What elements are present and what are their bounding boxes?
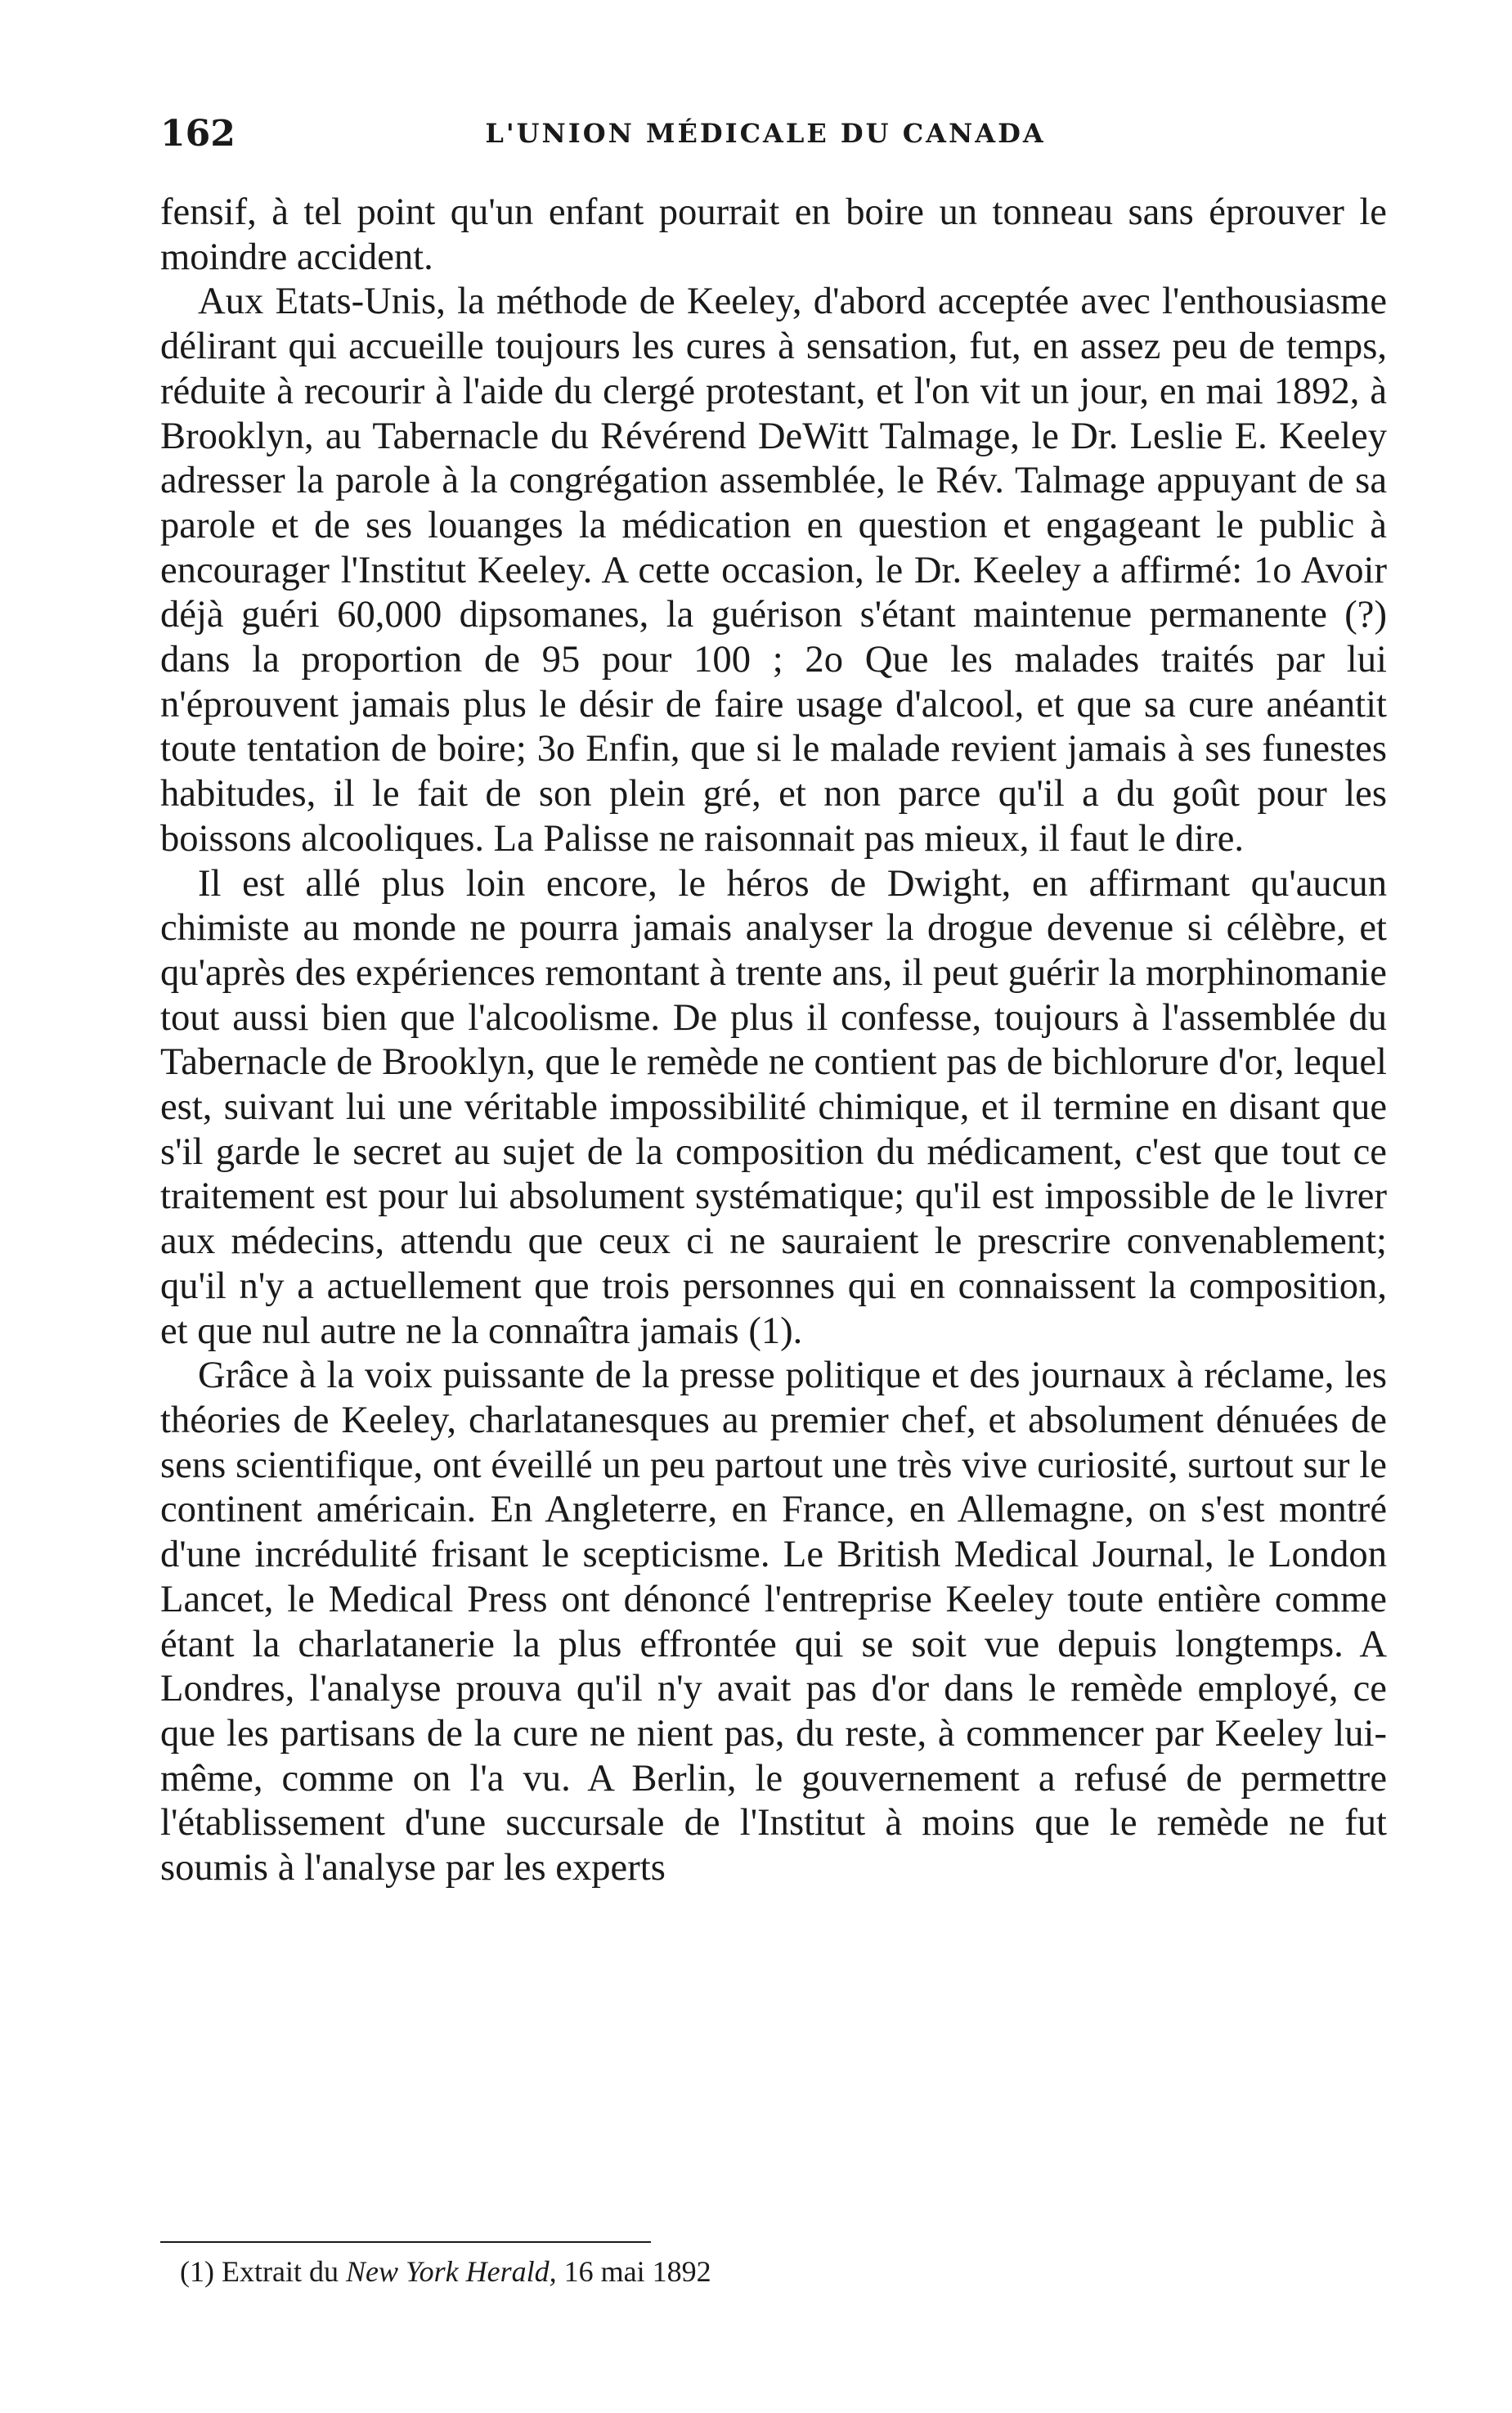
- page-number: 162: [160, 113, 236, 155]
- footnote-source: New York Herald,: [345, 2255, 557, 2288]
- footnote-prefix: Extrait du: [213, 2255, 346, 2288]
- footnote: [180, 2253, 1325, 2289]
- footnote-divider: [160, 2241, 651, 2243]
- running-title: L'UNION MÉDICALE DU CANADA: [485, 118, 1046, 149]
- footnote-date: 16 mai 1892: [556, 2255, 711, 2288]
- page-header: [160, 113, 1371, 162]
- paragraph-press-reaction: Grâce à la voix puissante de la presse politique et des journaux à réclame, les théories de Keeley, charlatanesques au premier chef, et absolument dénuées de sens scientifique, ont éveillé un peu partout une très vive curiosité, surtout sur le continent américain. En Angleterre, en France, en Allemagne, on s'est montré d'une incrédulité frisant le scepticisme. Le British Medical Journal, le London Lancet, le Medical Press ont dénoncé l'entreprise Keeley toute entière comme étant la charlatanerie la plus effrontée qui se soit vue depuis longtemps. A Londres, l'analyse prouva qu'il n'y avait pas d'or dans le remède employé, ce que les partisans de la cure ne nient pas, du reste, à commencer par Keeley lui-même, comme on l'a vu. A Berlin, le gouvernement a refusé de permettre l'établissement d'une succursale de l'Institut à moins que le remède ne fut soumis à l'analyse par les experts: [160, 1354, 1387, 1890]
- footnote-marker: (1): [180, 2255, 214, 2288]
- paragraph-dwight-hero: Il est allé plus loin encore, le héros de Dwight, en affirmant qu'aucun chimiste au monde ne pourra jamais analyser la drogue devenue si célèbre, et qu'après des expériences remontant à trente ans, il peut guérir la morphinomanie tout aussi bien que l'alcoolisme. De plus il confesse, toujours à l'assemblée du Tabernacle de Brooklyn, que le remède ne contient pas de bichlorure d'or, lequel est, suivant lui une véritable impossibilité chimique, et il termine en disant que s'il garde le secret au sujet de la composition du médicament, c'est que tout ce traitement est pour lui absolument systématique; qu'il est impossible de le livrer aux médecins, attendu que ceux ci ne sauraient le prescrire convenablement; qu'il n'y a actuellement que trois personnes qui en connaissent la composition, et que nul autre ne la connaîtra jamais (1).: [160, 861, 1387, 1352]
- paragraph-keeley-method: Aux Etats-Unis, la méthode de Keeley, d'abord acceptée avec l'enthousiasme délirant qui accueille toujours les cures à sensation, fut, en assez peu de temps, réduite à recourir à l'aide du clergé protestant, et l'on vit un jour, en mai 1892, à Brooklyn, au Tabernacle du Révérend DeWitt Talmage, le Dr. Leslie E. Keeley adresser la parole à la congrégation assemblée, le Rév. Talmage appuyant de sa parole et de ses louanges la médication en question et engageant le public à encourager l'Institut Keeley. A cette occasion, le Dr. Keeley a affirmé: 1o Avoir déjà guéri 60,000 dipsomanes, la guérison s'étant maintenue permanente (?) dans la proportion de 95 pour 100 ; 2o Que les malades traités par lui n'éprouvent jamais plus le désir de faire usage d'alcool, et que sa cure anéantit toute tentation de boire; 3o Enfin, que si le malade revient jamais à ses funestes habitudes, il le fait de son plein gré, et non parce qu'il a du goût pour les boissons alcooliques. La Palisse ne raisonnait pas mieux, il faut le dire.: [160, 280, 1387, 860]
- paragraph-continuation: fensif, à tel point qu'un enfant pourrait en boire un tonneau sans éprouver le moindre accident.: [160, 191, 1387, 278]
- body-text: [160, 190, 1387, 1890]
